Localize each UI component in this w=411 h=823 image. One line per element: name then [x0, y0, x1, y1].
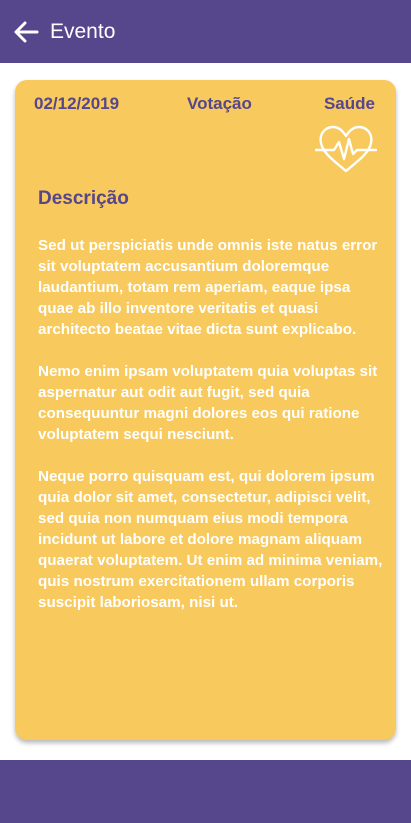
- description-title: Descrição: [38, 188, 129, 209]
- event-date: 02/12/2019: [34, 94, 120, 113]
- heart-pulse-icon: [315, 124, 377, 174]
- description-paragraph: Nemo enim ipsam voluptatem quia voluptas sit aspernatur aut odit aut fugit, sed quia consequuntur magni dolores eos qui ratione voluptatem sequi nesciunt.: [38, 363, 378, 443]
- event-card: [15, 80, 396, 740]
- description-body: [38, 235, 383, 634]
- description-paragraph: Sed ut perspiciatis unde omnis iste natus error sit voluptatem accusantium doloremque laudantium, totam rem aperiam, eaque ipsa quae ab illo inventore veritatis et quasi architecto beatae vitae dicta sunt explicabo.: [38, 237, 378, 338]
- event-category: Saúde: [323, 94, 375, 113]
- app-bar: [0, 0, 411, 63]
- description-paragraph: Neque porro quisquam est, qui dolorem ipsum quia dolor sit amet, consectetur, adipisci velit, sed quia non numquam eius modi tempora incidunt ut labore et dolore magnam aliquam quaerat voluptatem. Ut enim ad minima veniam, quis nostrum exercitationem ullam corporis suscipit laboriosam, nisi ut.: [38, 468, 383, 611]
- event-card-header: [15, 94, 396, 118]
- page-title: Evento: [50, 19, 116, 43]
- bottom-bar: [0, 760, 411, 823]
- event-type: Votação: [187, 94, 252, 113]
- arrow-left-icon: [13, 21, 39, 43]
- content-area: [0, 63, 411, 760]
- back-button[interactable]: [12, 18, 40, 46]
